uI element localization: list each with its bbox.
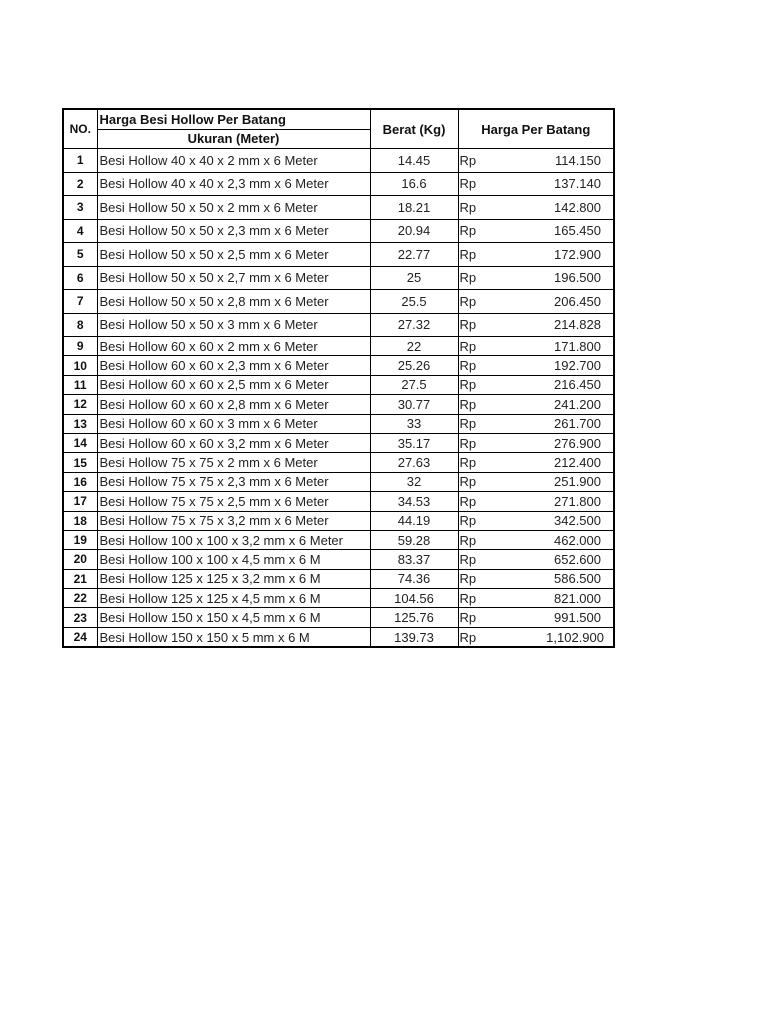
table-row xyxy=(63,337,614,356)
product-name: Besi Hollow 60 x 60 x 2,8 mm x 6 Meter xyxy=(97,395,370,414)
row-number: 4 xyxy=(63,219,97,243)
product-name: Besi Hollow 75 x 75 x 2,5 mm x 6 Meter xyxy=(97,492,370,511)
currency-label: Rp xyxy=(458,472,494,491)
price-value: 261.700 xyxy=(494,414,614,433)
table-row xyxy=(63,375,614,394)
currency-label: Rp xyxy=(458,492,494,511)
product-name: Besi Hollow 50 x 50 x 2,7 mm x 6 Meter xyxy=(97,266,370,290)
currency-label: Rp xyxy=(458,356,494,375)
weight-value: 139.73 xyxy=(370,627,458,647)
price-table xyxy=(62,108,615,648)
product-name: Besi Hollow 75 x 75 x 2,3 mm x 6 Meter xyxy=(97,472,370,491)
row-number: 21 xyxy=(63,569,97,588)
row-number: 15 xyxy=(63,453,97,472)
price-value: 1,102.900 xyxy=(494,627,614,647)
product-name: Besi Hollow 125 x 125 x 3,2 mm x 6 M xyxy=(97,569,370,588)
currency-label: Rp xyxy=(458,511,494,530)
price-value: 241.200 xyxy=(494,395,614,414)
weight-value: 27.5 xyxy=(370,375,458,394)
price-value: 216.450 xyxy=(494,375,614,394)
product-name: Besi Hollow 100 x 100 x 3,2 mm x 6 Meter xyxy=(97,530,370,549)
price-value: 192.700 xyxy=(494,356,614,375)
weight-value: 33 xyxy=(370,414,458,433)
product-name: Besi Hollow 60 x 60 x 2 mm x 6 Meter xyxy=(97,337,370,356)
product-name: Besi Hollow 60 x 60 x 3,2 mm x 6 Meter xyxy=(97,433,370,452)
product-name: Besi Hollow 150 x 150 x 5 mm x 6 M xyxy=(97,627,370,647)
table-row xyxy=(63,472,614,491)
weight-value: 16.6 xyxy=(370,172,458,196)
currency-label: Rp xyxy=(458,453,494,472)
price-value: 586.500 xyxy=(494,569,614,588)
header-size: Ukuran (Meter) xyxy=(97,129,370,149)
table-row xyxy=(63,243,614,267)
price-value: 821.000 xyxy=(494,589,614,608)
row-number: 22 xyxy=(63,589,97,608)
currency-label: Rp xyxy=(458,433,494,452)
weight-value: 22.77 xyxy=(370,243,458,267)
product-name: Besi Hollow 50 x 50 x 3 mm x 6 Meter xyxy=(97,313,370,337)
table-row xyxy=(63,492,614,511)
row-number: 7 xyxy=(63,290,97,314)
currency-label: Rp xyxy=(458,414,494,433)
weight-value: 35.17 xyxy=(370,433,458,452)
table-row xyxy=(63,627,614,647)
table-row xyxy=(63,172,614,196)
price-value: 271.800 xyxy=(494,492,614,511)
product-name: Besi Hollow 75 x 75 x 3,2 mm x 6 Meter xyxy=(97,511,370,530)
product-name: Besi Hollow 50 x 50 x 2,5 mm x 6 Meter xyxy=(97,243,370,267)
currency-label: Rp xyxy=(458,149,494,173)
product-name: Besi Hollow 60 x 60 x 2,5 mm x 6 Meter xyxy=(97,375,370,394)
header-no: NO. xyxy=(63,109,97,149)
table-row xyxy=(63,290,614,314)
row-number: 8 xyxy=(63,313,97,337)
table-row xyxy=(63,356,614,375)
row-number: 19 xyxy=(63,530,97,549)
currency-label: Rp xyxy=(458,219,494,243)
price-value: 171.800 xyxy=(494,337,614,356)
weight-value: 59.28 xyxy=(370,530,458,549)
currency-label: Rp xyxy=(458,608,494,627)
row-number: 16 xyxy=(63,472,97,491)
product-name: Besi Hollow 100 x 100 x 4,5 mm x 6 M xyxy=(97,550,370,569)
table-row xyxy=(63,530,614,549)
price-value: 165.450 xyxy=(494,219,614,243)
table-row xyxy=(63,608,614,627)
row-number: 17 xyxy=(63,492,97,511)
product-name: Besi Hollow 60 x 60 x 3 mm x 6 Meter xyxy=(97,414,370,433)
table-row xyxy=(63,433,614,452)
currency-label: Rp xyxy=(458,337,494,356)
table-row xyxy=(63,511,614,530)
product-name: Besi Hollow 40 x 40 x 2,3 mm x 6 Meter xyxy=(97,172,370,196)
row-number: 2 xyxy=(63,172,97,196)
product-name: Besi Hollow 60 x 60 x 2,3 mm x 6 Meter xyxy=(97,356,370,375)
weight-value: 25.26 xyxy=(370,356,458,375)
header-weight: Berat (Kg) xyxy=(370,109,458,149)
product-name: Besi Hollow 40 x 40 x 2 mm x 6 Meter xyxy=(97,149,370,173)
table-row xyxy=(63,266,614,290)
weight-value: 104.56 xyxy=(370,589,458,608)
weight-value: 32 xyxy=(370,472,458,491)
product-name: Besi Hollow 150 x 150 x 4,5 mm x 6 M xyxy=(97,608,370,627)
product-name: Besi Hollow 125 x 125 x 4,5 mm x 6 M xyxy=(97,589,370,608)
row-number: 23 xyxy=(63,608,97,627)
weight-value: 125.76 xyxy=(370,608,458,627)
table-row xyxy=(63,395,614,414)
weight-value: 27.63 xyxy=(370,453,458,472)
weight-value: 44.19 xyxy=(370,511,458,530)
product-name: Besi Hollow 50 x 50 x 2,8 mm x 6 Meter xyxy=(97,290,370,314)
price-value: 251.900 xyxy=(494,472,614,491)
table-row xyxy=(63,569,614,588)
price-value: 342.500 xyxy=(494,511,614,530)
currency-label: Rp xyxy=(458,569,494,588)
row-number: 20 xyxy=(63,550,97,569)
table-body xyxy=(63,149,614,648)
price-value: 172.900 xyxy=(494,243,614,267)
weight-value: 22 xyxy=(370,337,458,356)
row-number: 11 xyxy=(63,375,97,394)
weight-value: 18.21 xyxy=(370,196,458,220)
table-row xyxy=(63,453,614,472)
currency-label: Rp xyxy=(458,196,494,220)
weight-value: 34.53 xyxy=(370,492,458,511)
weight-value: 14.45 xyxy=(370,149,458,173)
weight-value: 74.36 xyxy=(370,569,458,588)
header-price: Harga Per Batang xyxy=(458,109,614,149)
row-number: 1 xyxy=(63,149,97,173)
row-number: 5 xyxy=(63,243,97,267)
price-value: 276.900 xyxy=(494,433,614,452)
price-value: 142.800 xyxy=(494,196,614,220)
weight-value: 83.37 xyxy=(370,550,458,569)
currency-label: Rp xyxy=(458,243,494,267)
price-value: 137.140 xyxy=(494,172,614,196)
table-row xyxy=(63,196,614,220)
price-value: 212.400 xyxy=(494,453,614,472)
table-row xyxy=(63,219,614,243)
currency-label: Rp xyxy=(458,395,494,414)
price-value: 652.600 xyxy=(494,550,614,569)
row-number: 9 xyxy=(63,337,97,356)
row-number: 18 xyxy=(63,511,97,530)
price-value: 462.000 xyxy=(494,530,614,549)
row-number: 14 xyxy=(63,433,97,452)
currency-label: Rp xyxy=(458,266,494,290)
currency-label: Rp xyxy=(458,313,494,337)
currency-label: Rp xyxy=(458,530,494,549)
row-number: 6 xyxy=(63,266,97,290)
row-number: 24 xyxy=(63,627,97,647)
currency-label: Rp xyxy=(458,172,494,196)
product-name: Besi Hollow 50 x 50 x 2,3 mm x 6 Meter xyxy=(97,219,370,243)
row-number: 3 xyxy=(63,196,97,220)
header-title: Harga Besi Hollow Per Batang xyxy=(97,109,370,129)
weight-value: 25 xyxy=(370,266,458,290)
row-number: 13 xyxy=(63,414,97,433)
row-number: 10 xyxy=(63,356,97,375)
table-row xyxy=(63,313,614,337)
table-row xyxy=(63,550,614,569)
currency-label: Rp xyxy=(458,589,494,608)
price-value: 114.150 xyxy=(494,149,614,173)
table-row xyxy=(63,149,614,173)
row-number: 12 xyxy=(63,395,97,414)
weight-value: 20.94 xyxy=(370,219,458,243)
weight-value: 27.32 xyxy=(370,313,458,337)
price-value: 991.500 xyxy=(494,608,614,627)
product-name: Besi Hollow 75 x 75 x 2 mm x 6 Meter xyxy=(97,453,370,472)
currency-label: Rp xyxy=(458,550,494,569)
price-value: 214.828 xyxy=(494,313,614,337)
weight-value: 30.77 xyxy=(370,395,458,414)
currency-label: Rp xyxy=(458,290,494,314)
price-value: 196.500 xyxy=(494,266,614,290)
price-value: 206.450 xyxy=(494,290,614,314)
product-name: Besi Hollow 50 x 50 x 2 mm x 6 Meter xyxy=(97,196,370,220)
table-row xyxy=(63,414,614,433)
table-row xyxy=(63,589,614,608)
weight-value: 25.5 xyxy=(370,290,458,314)
currency-label: Rp xyxy=(458,627,494,647)
currency-label: Rp xyxy=(458,375,494,394)
